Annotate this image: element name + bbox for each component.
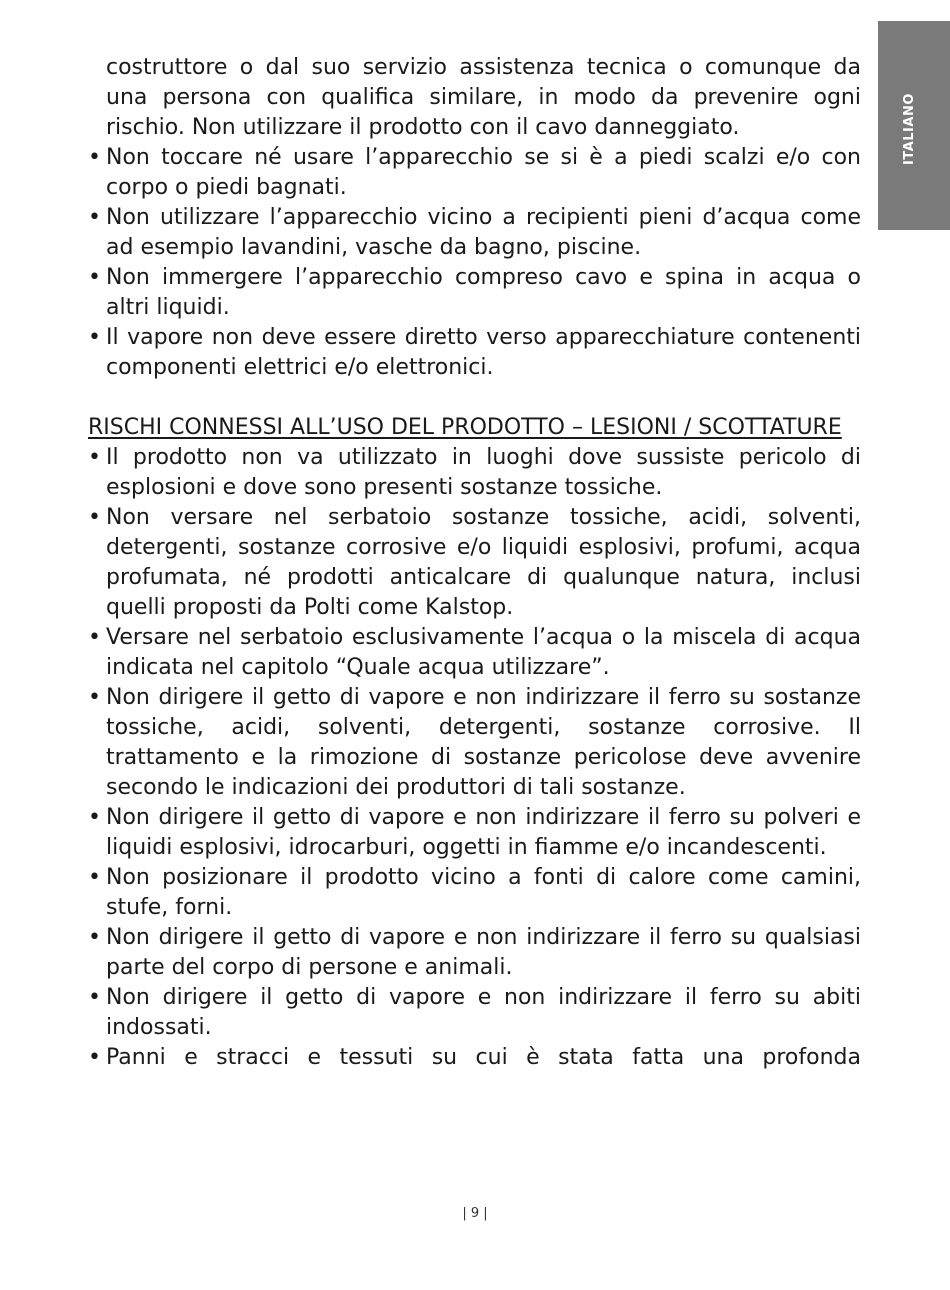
list-item: • Non dirigere il getto di vapore e non indirizzare il ferro su qualsiasi parte del corpo di persone e animali. [88,923,861,983]
page-body [88,53,861,1073]
list-item: • Non dirigere il getto di vapore e non indirizzare il ferro su sostanze tossiche, acidi, solventi, detergenti, sostanze corrosive. Il trattamento e la rimozione di sostanze pericolose deve avvenire secondo le indicazioni dei produttori di tali sostanze. [88,683,861,803]
section-heading: RISCHI CONNESSI ALL’USO DEL PRODOTTO – LESIONI / SCOTTATURE [88,415,842,440]
risk-list [88,443,861,1073]
list-item: • Versare nel serbatoio esclusivamente l’acqua o la miscela di acqua indicata nel capitolo “Quale acqua utilizzare”. [88,623,861,683]
list-item: • Il vapore non deve essere diretto verso apparecchiature contenenti componenti elettrici e/o elettronici. [88,323,861,383]
list-item: • Non toccare né usare l’apparecchio se si è a piedi scalzi e/o con corpo o piedi bagnati. [88,143,861,203]
language-label: ITALIANO [902,93,917,165]
list-item: • Non dirigere il getto di vapore e non indirizzare il ferro su polveri e liquidi esplosivi, idrocarburi, oggetti in fiamme e/o incandescenti. [88,803,861,863]
page-number: | 9 | [462,1206,488,1221]
list-item: • Non immergere l’apparecchio compreso cavo e spina in acqua o altri liquidi. [88,263,861,323]
list-item: • Panni e stracci e tessuti su cui è stata fatta una profonda [88,1043,861,1073]
list-item: • Il prodotto non va utilizzato in luoghi dove sussiste pericolo di esplosioni e dove sono presenti sostanze tossiche. [88,443,861,503]
continuation-paragraph: costruttore o dal suo servizio assistenza tecnica o comunque da una persona con qualifica similare, in modo da prevenire ogni rischio. Non utilizzare il prodotto con il cavo danneggiato. [106,55,861,140]
safety-list [88,143,861,383]
list-item: • Non posizionare il prodotto vicino a fonti di calore come camini, stufe, forni. [88,863,861,923]
list-item: • Non utilizzare l’apparecchio vicino a recipienti pieni d’acqua come ad esempio lavandini, vasche da bagno, piscine. [88,203,861,263]
list-item: • Non versare nel serbatoio sostanze tossiche, acidi, solventi, detergenti, sostanze corrosive e/o liquidi esplosivi, profumi, acqua profumata, né prodotti anticalcare di qualunque natura, inclusi quelli proposti da Polti come Kalstop. [88,503,861,623]
list-item: • Non dirigere il getto di vapore e non indirizzare il ferro su abiti indossati. [88,983,861,1043]
